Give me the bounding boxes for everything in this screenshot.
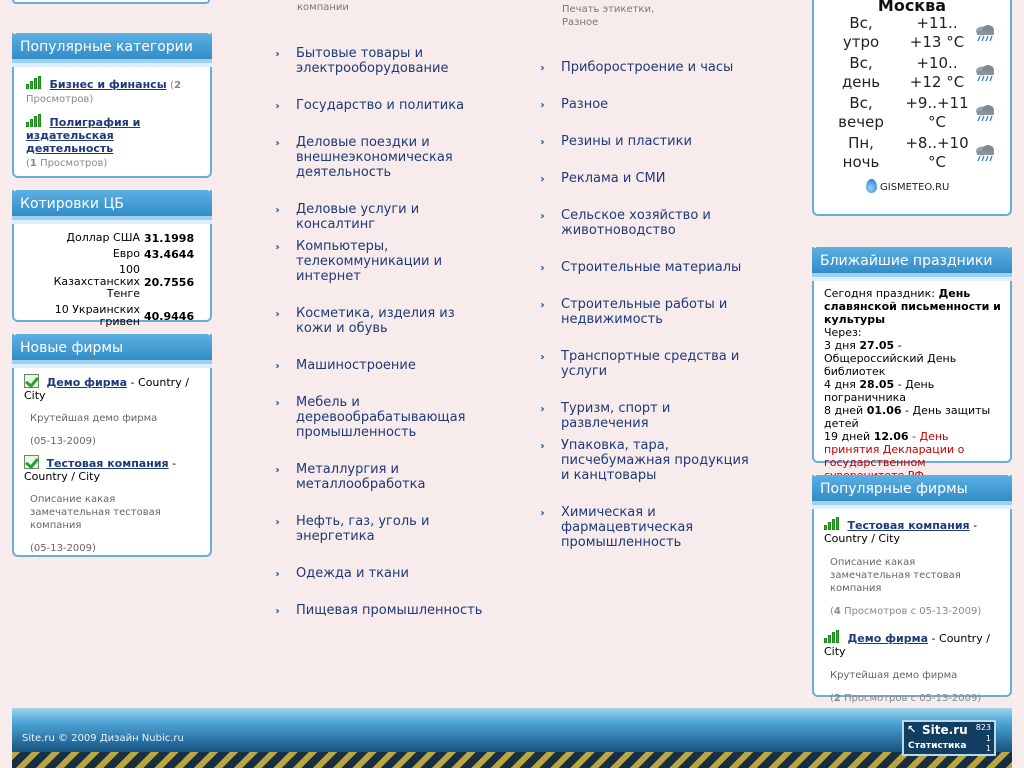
- temp-line: +8..+10: [905, 134, 969, 152]
- stats-icon: [26, 114, 43, 127]
- rate-label: 100 Казахстанских Тенге: [53, 263, 140, 300]
- popular-categories-title: Популярные категории: [12, 33, 212, 63]
- views-label: Просмотров с 05-13-2009): [844, 693, 982, 704]
- new-firms-title: Новые фирмы: [12, 334, 212, 364]
- holidays-title: Ближайшие праздники: [812, 247, 1012, 277]
- firm-location: - Country / City: [824, 519, 978, 545]
- double-chevron-icon: ››: [275, 138, 277, 149]
- rain-cloud-icon: [974, 144, 996, 162]
- weather-source-label: GISMETEO.RU: [880, 182, 950, 193]
- category-label: Металлургия и металлообработка: [296, 462, 426, 492]
- holiday-name: - День пограничника: [824, 378, 935, 404]
- views-label: Просмотров с 05-13-2009): [844, 606, 982, 617]
- category-link[interactable]: [275, 514, 490, 544]
- double-chevron-icon: ››: [540, 404, 542, 415]
- category-link[interactable]: [540, 171, 760, 186]
- category-top-line: Печать этикетки,: [562, 4, 655, 15]
- holiday-item: [824, 378, 1004, 404]
- weather-row: [814, 14, 1010, 54]
- footer-copyright: Site.ru © 2009 Дизайн Nubic.ru: [22, 733, 184, 744]
- double-chevron-icon: ››: [540, 211, 542, 222]
- weather-temperature: [902, 14, 972, 52]
- category-link[interactable]: [275, 462, 490, 492]
- double-chevron-icon: ››: [275, 101, 277, 112]
- firm-date: (05-13-2009): [30, 436, 96, 447]
- rate-value: 40.9446: [144, 309, 195, 323]
- temp-line: +10..: [916, 54, 958, 72]
- popular-category-item: [26, 114, 200, 170]
- category-label: Деловые поездки и внешнеэкономическая деятельность: [296, 135, 453, 180]
- temp-line: °C: [928, 113, 946, 131]
- category-label: Химическая и фармацевтическая промышленность: [561, 505, 694, 550]
- category-top-line: Разное: [562, 17, 599, 28]
- stats-icon: [26, 76, 43, 89]
- double-chevron-icon: ››: [540, 300, 542, 311]
- rate-value: 20.7556: [144, 275, 195, 289]
- category-label: Приборостроение и часы: [561, 60, 734, 75]
- temp-line: +11..: [916, 14, 958, 32]
- category-label: Бытовые товары и электрооборудование: [296, 46, 449, 76]
- rate-row: [18, 246, 194, 262]
- firm-location: - Country / City: [24, 376, 189, 402]
- category-label: Компьютеры, телекоммуникации и интернет: [296, 239, 443, 284]
- rain-cloud-icon: [974, 64, 996, 82]
- rate-row: [18, 302, 194, 330]
- category-link[interactable]: [540, 134, 760, 149]
- views-label: Просмотров): [26, 94, 94, 105]
- rain-cloud-icon: [974, 104, 996, 122]
- firm-description: Описание какая замечательная тестовая компания: [30, 494, 161, 531]
- double-chevron-icon: ››: [275, 205, 277, 216]
- double-chevron-icon: ››: [275, 606, 277, 617]
- category-label: Деловые услуги и консалтинг: [296, 202, 420, 232]
- category-link-printing[interactable]: Полиграфия и издательская деятельность: [26, 116, 141, 155]
- holiday-today-label: Сегодня праздник:: [824, 287, 939, 300]
- category-link[interactable]: [540, 208, 760, 238]
- checkmark-icon: [24, 455, 39, 469]
- stats-icon: [824, 517, 841, 530]
- holiday-days: 3 дня: [824, 339, 860, 352]
- double-chevron-icon: ››: [540, 263, 542, 274]
- category-label: Строительные работы и недвижимость: [561, 297, 728, 327]
- weather-period: [836, 94, 886, 132]
- views-count: 1: [29, 158, 37, 169]
- counter-subtitle: Статистика: [908, 741, 967, 751]
- firm-description: Описание какая замечательная тестовая компания: [830, 557, 961, 594]
- weather-box: [812, 0, 1012, 216]
- firm-location: - Country / City: [824, 632, 990, 658]
- views-count: 4: [833, 606, 841, 617]
- category-link[interactable]: [275, 202, 490, 232]
- weather-row: [814, 54, 1010, 94]
- category-link[interactable]: [275, 566, 490, 581]
- popular-firm-item: [824, 630, 1002, 705]
- holiday-date: 01.06: [866, 404, 902, 417]
- rate-label: Доллар США: [66, 231, 140, 244]
- double-chevron-icon: ››: [540, 352, 542, 363]
- holiday-days: 8 дней: [824, 404, 867, 417]
- checkmark-icon: [24, 374, 39, 388]
- firm-description: Крутейшая демо фирма: [30, 413, 158, 424]
- category-link[interactable]: [275, 603, 490, 618]
- weather-temperature: [902, 54, 972, 92]
- firm-link-demo[interactable]: Демо фирма: [847, 632, 929, 645]
- category-label: Сельское хозяйство и животноводство: [561, 208, 711, 238]
- weather-period: [836, 14, 886, 52]
- weather-time: утро: [842, 33, 880, 51]
- new-firms-box: [12, 334, 212, 557]
- category-link[interactable]: [275, 358, 490, 373]
- firm-link-demo[interactable]: Демо фирма: [46, 376, 128, 389]
- category-link[interactable]: [275, 239, 490, 284]
- new-firm-item: [24, 455, 202, 555]
- temp-line: +12 °C: [909, 73, 965, 91]
- category-label: Реклама и СМИ: [561, 171, 666, 186]
- firm-description: Крутейшая демо фирма: [830, 670, 958, 681]
- category-link[interactable]: [540, 60, 760, 75]
- firm-views: (2 Просмотров с 05-13-2009): [830, 693, 982, 704]
- double-chevron-icon: ››: [275, 242, 277, 253]
- category-label: Косметика, изделия из кожи и обувь: [296, 306, 455, 336]
- weather-temperature: [902, 134, 972, 172]
- rate-row: [18, 262, 194, 302]
- category-label: Резины и пластики: [561, 134, 692, 149]
- rate-value: 43.4644: [144, 247, 195, 261]
- double-chevron-icon: ››: [275, 309, 277, 320]
- category-link[interactable]: [275, 395, 490, 440]
- category-link[interactable]: [275, 135, 490, 180]
- new-firm-item: [24, 374, 202, 448]
- holiday-date: 28.05: [859, 378, 895, 391]
- category-link[interactable]: [275, 46, 490, 76]
- rates-table: [18, 230, 194, 330]
- counter-title: Site.ru: [922, 723, 968, 737]
- views-label: Просмотров): [40, 158, 108, 169]
- double-chevron-icon: ››: [540, 63, 542, 74]
- category-label: Государство и политика: [296, 98, 465, 113]
- popular-categories-box: [12, 33, 212, 178]
- category-link[interactable]: [540, 401, 760, 431]
- holiday-name: - День защиты детей: [824, 404, 991, 430]
- views-count: 2: [174, 80, 182, 91]
- category-label: Нефть, газ, уголь и энергетика: [296, 514, 430, 544]
- category-top-fragment-right: [562, 3, 654, 29]
- cursor-arrow-icon: ↖: [907, 723, 917, 736]
- double-chevron-icon: ››: [275, 361, 277, 372]
- category-link[interactable]: [540, 97, 760, 112]
- holiday-days: 19 дней: [824, 430, 874, 443]
- firm-date: (05-13-2009): [30, 543, 96, 554]
- category-label: Транспортные средства и услуги: [561, 349, 740, 379]
- holiday-date: 12.06: [873, 430, 909, 443]
- temp-line: +9..+11: [905, 94, 969, 112]
- rate-value: 31.1998: [144, 231, 195, 245]
- firm-views: (4 Просмотров с 05-13-2009): [830, 606, 982, 617]
- double-chevron-icon: ››: [275, 517, 277, 528]
- water-drop-icon: [866, 179, 877, 193]
- category-label: Разное: [561, 97, 609, 112]
- rate-row: [18, 230, 194, 246]
- category-link[interactable]: [540, 349, 760, 379]
- double-chevron-icon: ››: [540, 174, 542, 185]
- footer: [12, 708, 1012, 768]
- weather-day: Пн,: [848, 134, 874, 152]
- counter-number: 823: [975, 723, 991, 732]
- weather-time: ночь: [842, 153, 880, 171]
- popular-firms-title: Популярные фирмы: [812, 475, 1012, 505]
- firm-link-test[interactable]: Тестовая компания: [46, 457, 169, 470]
- category-label: Строительные материалы: [561, 260, 742, 275]
- weather-source[interactable]: [866, 179, 949, 193]
- double-chevron-icon: ››: [275, 49, 277, 60]
- weather-period: [836, 134, 886, 172]
- weather-row: [814, 94, 1010, 134]
- category-link-business[interactable]: Бизнес и финансы: [49, 78, 167, 91]
- top-left-box-bottom: [12, 0, 210, 4]
- category-link[interactable]: [540, 438, 760, 483]
- category-link[interactable]: [275, 306, 490, 336]
- firm-location: - Country / City: [24, 457, 177, 483]
- category-link[interactable]: [540, 505, 760, 550]
- firm-link-test[interactable]: Тестовая компания: [847, 519, 970, 532]
- popular-firms-box: [812, 475, 1012, 704]
- rate-label: 10 Украинских гривен: [54, 303, 140, 328]
- category-label: Мебель и деревообрабатывающая промышленность: [296, 395, 466, 440]
- views-count: 2: [833, 693, 841, 704]
- double-chevron-icon: ››: [540, 137, 542, 148]
- holiday-days: 4 дня: [824, 378, 860, 391]
- weather-period: [836, 54, 886, 92]
- category-label: Пищевая промышленность: [296, 603, 483, 618]
- holiday-date: 27.05: [859, 339, 895, 352]
- rain-cloud-icon: [974, 24, 996, 42]
- category-label: Туризм, спорт и развлечения: [561, 401, 671, 431]
- holiday-item: [824, 339, 1004, 378]
- weather-temperature: [902, 94, 972, 132]
- rate-label: Евро: [112, 247, 140, 260]
- double-chevron-icon: ››: [275, 398, 277, 409]
- holiday-item: [824, 404, 1004, 430]
- popular-firm-item: [824, 517, 1002, 618]
- category-link[interactable]: [540, 297, 760, 327]
- rates-title: Котировки ЦБ: [12, 190, 212, 220]
- counter-number: 1: [985, 744, 991, 753]
- weather-time: вечер: [838, 113, 884, 131]
- stats-icon: [824, 630, 841, 643]
- category-label: Упаковка, тара, писчебумажная продукция и канцтовары: [561, 438, 749, 483]
- popular-category-item: [26, 76, 200, 106]
- holiday-today-name: День славянской письменности и культуры: [824, 287, 1001, 326]
- weather-day: Вс,: [849, 94, 873, 112]
- temp-line: °C: [928, 153, 946, 171]
- double-chevron-icon: ››: [275, 465, 277, 476]
- holiday-today: [824, 287, 1004, 326]
- double-chevron-icon: ››: [540, 441, 542, 452]
- stats-counter[interactable]: [902, 720, 996, 756]
- weather-city: Москва: [877, 0, 947, 15]
- holiday-name: - Общероссийский День библиотек: [824, 339, 957, 378]
- category-top-fragment-left: компании: [297, 2, 349, 13]
- weather-time: день: [841, 73, 881, 91]
- category-label: Машиностроение: [296, 358, 416, 373]
- counter-number: 1: [985, 734, 991, 743]
- double-chevron-icon: ››: [275, 569, 277, 580]
- holiday-name: - День принятия Декларации о государственном: [824, 430, 965, 469]
- temp-line: +13 °C: [909, 33, 965, 51]
- weather-day: Вс,: [849, 14, 873, 32]
- holidays-box: [812, 247, 1012, 469]
- double-chevron-icon: ››: [540, 508, 542, 519]
- rates-box: [12, 190, 212, 328]
- double-chevron-icon: ››: [540, 100, 542, 111]
- footer-stripes: [12, 752, 1012, 768]
- views-prefix: (: [170, 80, 175, 91]
- weather-day: Вс,: [849, 54, 873, 72]
- category-label: Одежда и ткани: [296, 566, 409, 581]
- weather-row: [814, 134, 1010, 174]
- views-prefix: (: [26, 158, 30, 169]
- holiday-through: Через:: [824, 326, 862, 339]
- category-link[interactable]: [540, 260, 760, 275]
- category-link[interactable]: [275, 98, 490, 113]
